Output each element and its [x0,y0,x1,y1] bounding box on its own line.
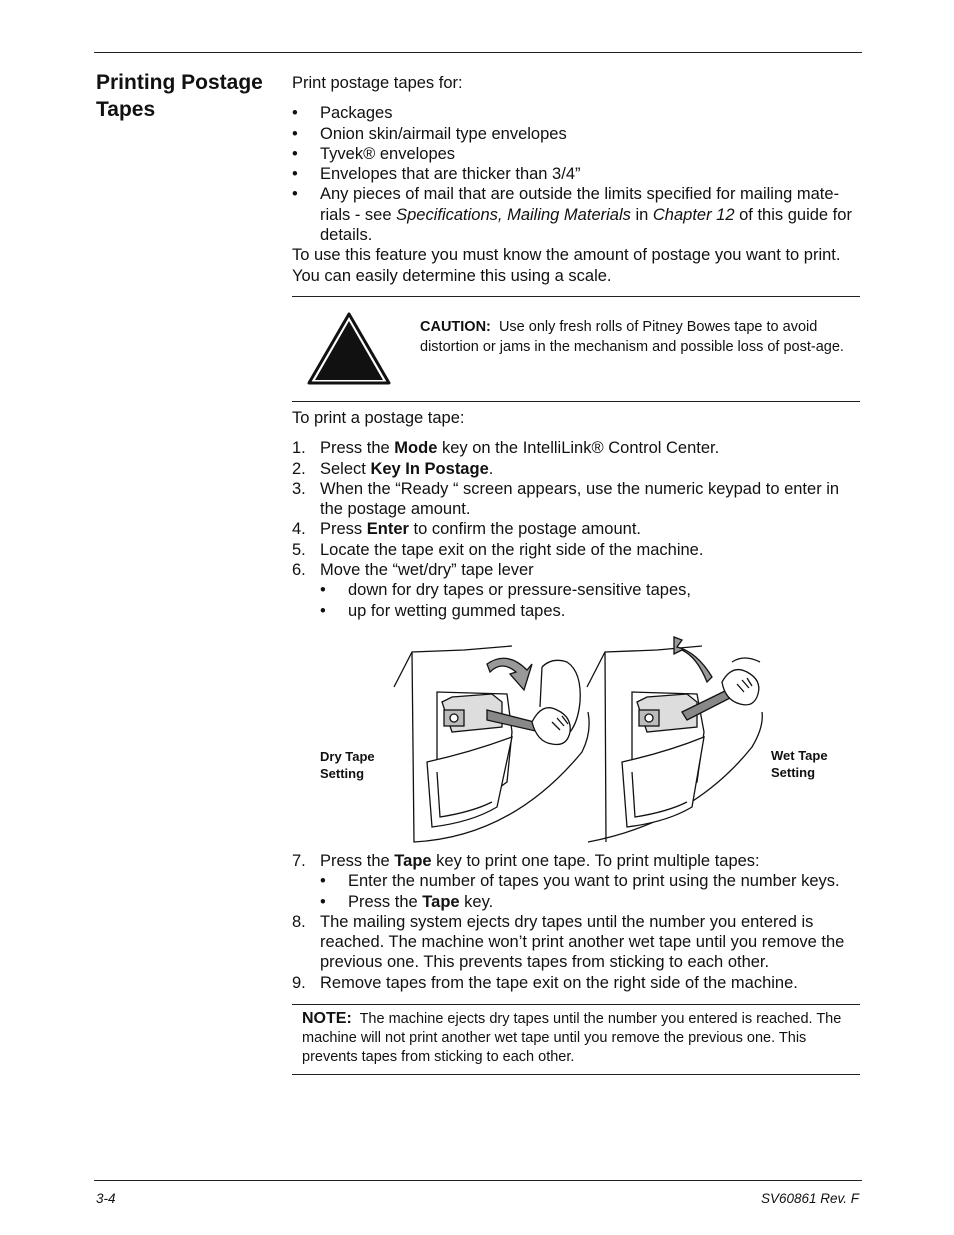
step-item: 7. Press the Tape key to print one tape. To print multiple tapes: [292,852,760,870]
header-rule [94,52,862,53]
step-item: 5. Locate the tape exit on the right side of the machine. [292,540,704,559]
wet-setting-machine [587,637,762,842]
step6-sublist [292,580,862,621]
steps-block-2 [292,851,862,993]
tape-lever-illustration [392,632,772,847]
dry-tape-label: Dry Tape Setting [320,749,375,781]
step-item: 2. Select Key In Postage. [292,459,494,478]
uses-list [292,103,862,245]
page-number: 3-4 [96,1191,116,1206]
caution-text [420,318,852,357]
steps-list [292,438,862,580]
caution-body: Use only fresh rolls of Pitney Bowes tape to avoid distortion or jams in the mechanism and possible loss of post-age. [420,319,844,355]
list-item: • up for wetting gummed tapes. [320,601,566,620]
section-title: Printing Postage Tapes [96,71,263,121]
intro-block [292,73,862,286]
step-item: 6. Move the “wet/dry” tape lever [292,561,534,580]
caution-bottom-rule [292,401,860,402]
list-item: • Enter the number of tapes you want to print using the number keys. [320,872,840,891]
note-body: The machine ejects dry tapes until the number you entered is reached. The machine will not print another wet tape until you remove the previous one. This prevents tapes from sticking to each other. [302,1011,842,1065]
note-top-rule [292,1004,860,1005]
list-item: • Envelopes that are thicker than 3/4” [292,165,581,184]
step7-sublist [292,871,862,912]
document-revision: SV60861 Rev. F [760,1191,859,1206]
to-print-text: To print a postage tape: [292,409,465,427]
note-text [302,1009,858,1067]
note-label: NOTE: [302,1010,352,1027]
warning-triangle-icon [306,311,392,387]
list-item: • Tyvek® envelopes [292,144,456,163]
caution-label: CAUTION: [420,319,491,335]
step-item: 4. Press Enter to confirm the postage amount. [292,520,642,539]
intro-text: Print postage tapes for: [292,74,463,92]
caution-top-rule [292,296,860,297]
steps-list-3 [292,912,862,993]
list-item: • Press the Tape key. [320,892,494,911]
know-postage-text: To use this feature you must know the amount of postage you want to print. You can easily determine this using a scale. [292,246,841,285]
list-item: • Any pieces of mail that are outside the limits specified for mailing mate-rials - see Specifications, Mailing Materials in Chapter 12 of this guide for details. [292,185,852,245]
step-item: 8. The mailing system ejects dry tapes until the number you entered is reached. The machine won’t print another wet tape until you remove the previous one. This prevents tapes from sticking to each other. [292,912,845,972]
wet-tape-label: Wet Tape Setting [771,748,828,780]
footer-rule [94,1180,862,1181]
step-item: 9. Remove tapes from the tape exit on the right side of the machine. [292,973,798,992]
step-item: 1. Press the Mode key on the IntelliLink® Control Center. [292,439,720,458]
dry-setting-machine [394,646,589,842]
steps-list-2 [292,851,862,871]
list-item: • down for dry tapes or pressure-sensitive tapes, [320,581,691,600]
list-item: • Packages [292,104,393,123]
steps-block [292,408,862,621]
note-bottom-rule [292,1074,860,1075]
list-item: • Onion skin/airmail type envelopes [292,124,567,143]
step-item: 3. When the “Ready “ screen appears, use the numeric keypad to enter in the postage amount. [292,479,840,519]
